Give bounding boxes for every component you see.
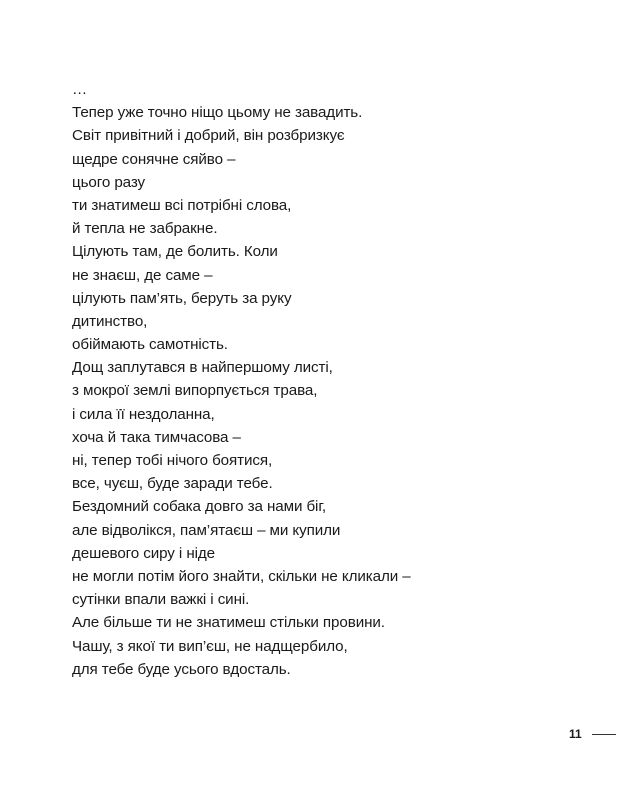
poem-line: Дощ заплутався в найпершому листі, — [72, 359, 333, 377]
poem-line: цілують пам’ять, беруть за руку — [72, 289, 292, 307]
poem-line: не могли потім його знайти, скільки не кликали – — [72, 567, 411, 585]
poem-line: Тепер уже точно ніщо цьому не завадить. — [72, 104, 363, 122]
poem-line: дитинство, — [72, 312, 148, 330]
poem-line: хоча й така тимчасова – — [72, 428, 241, 446]
poem-line: Чашу, з якої ти вип’єш, не надщербило, — [72, 637, 348, 655]
page-number: 11 — [569, 727, 582, 741]
page-footer — [569, 726, 616, 742]
poem-line: і сила її нездоланна, — [72, 405, 215, 423]
poem-line: Але більше ти не знатимеш стільки провини. — [72, 614, 385, 632]
poem-line: щедре сонячне сяйво – — [72, 150, 236, 168]
poem-line: дешевого сиру і ніде — [72, 544, 215, 562]
poem-line: все, чуєш, буде заради тебе. — [72, 475, 273, 493]
poem-line: Бездомний собака довго за нами біг, — [72, 498, 327, 516]
poem-line: ти знатимеш всі потрібні слова, — [72, 196, 292, 214]
poem-line: й тепла не забракне. — [72, 220, 218, 238]
poem-line: не знаєш, де саме – — [72, 266, 213, 284]
poem-line: але відволікся, пам’ятаєш – ми купили — [72, 521, 341, 539]
poem-line: Світ привітний і добрий, він розбризкує — [72, 127, 345, 145]
poem-line: Цілують там, де болить. Коли — [72, 243, 278, 261]
poem-line: … — [72, 81, 89, 98]
poem-line: сутінки впали важкі і сині. — [72, 591, 250, 609]
poem-line: цього разу — [72, 173, 146, 191]
footer-divider — [592, 734, 616, 735]
poem-text — [72, 78, 492, 681]
poem-line: ні, тепер тобі нічого боятися, — [72, 452, 273, 469]
poem-line: для тебе буде усього вдосталь. — [72, 660, 291, 678]
poem-line: з мокрої землі випорпується трава, — [72, 382, 318, 400]
poem-line: обіймають самотність. — [72, 336, 228, 354]
